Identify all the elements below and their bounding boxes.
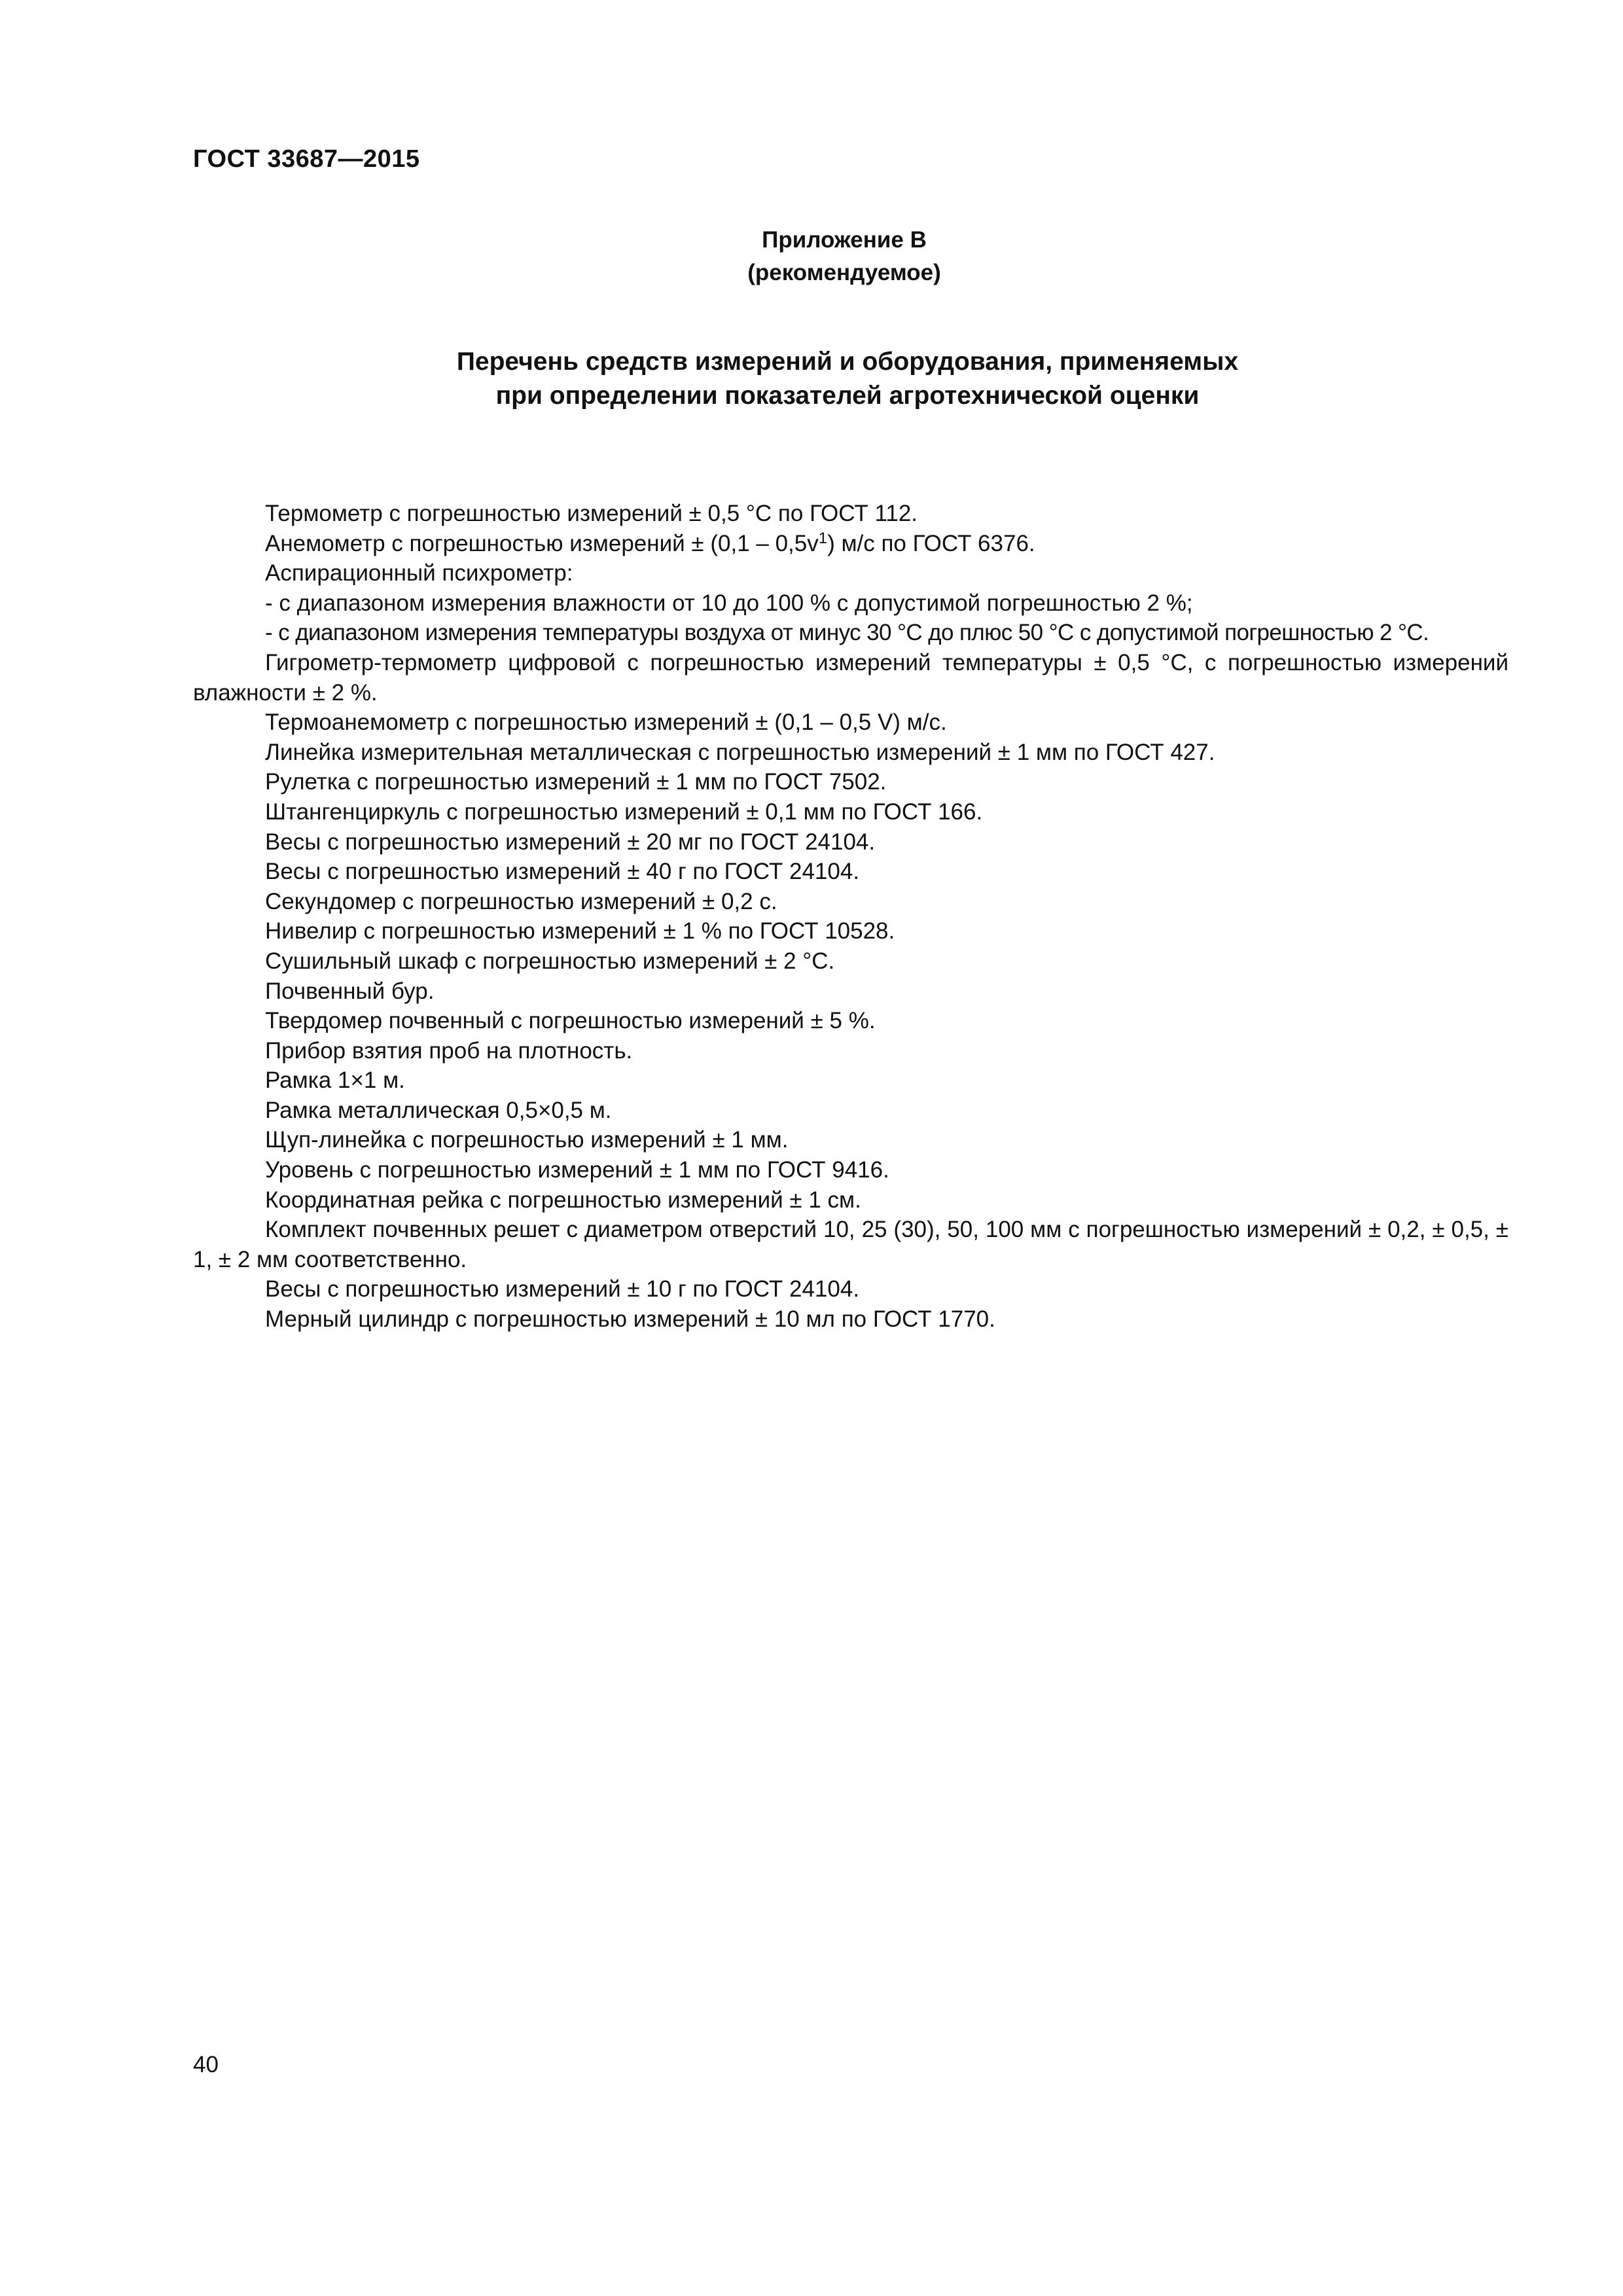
heading-line-1: Перечень средств измерений и оборудования, применяемых [456,348,1239,376]
list-item: Почвенный бур. [265,978,435,1004]
list-item: - с диапазоном измерения влажности от 10 до 100 % с допустимой погрешностью 2 %; [265,590,1193,616]
list-item-text: Анемометр с погрешностью измерений ± (0,1 – 0,5v [265,530,819,556]
list-item: Твердомер почвенный с погрешностью измерений ± 5 %. [265,1008,876,1034]
list-item: Мерный цилиндр с погрешностью измерений ± 10 мл по ГОСТ 1770. [265,1306,995,1333]
list-item: Нивелир с погрешностью измерений ± 1 % по ГОСТ 10528. [265,918,895,944]
list-item: Рамка металлическая 0,5×0,5 м. [265,1097,612,1123]
list-item: Весы с погрешностью измерений ± 10 г по ГОСТ 24104. [265,1276,860,1302]
list-item: Прибор взятия проб на плотность. [265,1037,633,1064]
list-item: Комплект почвенных решет с диаметром отверстий 10, 25 (30), 50, 100 мм с погрешностью измерений ± 0,2, ± 0,5, ± 1, ± 2 мм соответственно. [193,1217,1508,1272]
list-item: Линейка измерительная металлическая с погрешностью измерений ± 1 мм по ГОСТ 427. [265,739,1215,765]
superscript: 1 [818,529,828,547]
appendix-label: Приложение В [762,227,927,253]
list-item-text: ) м/с по ГОСТ 6376. [827,530,1035,556]
list-item [193,529,1508,559]
list-item: Весы с погрешностью измерений ± 40 г по ГОСТ 24104. [265,859,860,885]
equipment-list [193,499,1508,1335]
list-item: Сушильный шкаф с погрешностью измерений ± 2 °С. [265,948,835,974]
list-item: Гигрометр-термометр цифровой с погрешностью измерений температуры ± 0,5 °С, с погрешностью измерений влажности ± 2 %. [193,649,1508,706]
heading-line-2: при определении показателей агротехнической оценки [495,382,1200,410]
list-item: Термометр с погрешностью измерений ± 0,5 °С по ГОСТ 112. [265,501,918,526]
list-item: Рамка 1×1 м. [265,1067,405,1094]
list-item: Аспирационный психрометр: [265,560,573,586]
list-item: Весы с погрешностью измерений ± 20 мг по ГОСТ 24104. [265,829,876,855]
page-number: 40 [193,2052,219,2077]
document-standard-id: ГОСТ 33687—2015 [193,145,420,173]
appendix-label-block [0,224,1623,289]
list-item: Штангенциркуль с погрешностью измерений ± 0,1 мм по ГОСТ 166. [265,798,983,825]
document-heading [0,345,1623,413]
list-item: Щуп-линейка с погрешностью измерений ± 1 мм. [265,1127,789,1153]
list-item: Уровень с погрешностью измерений ± 1 мм по ГОСТ 9416. [265,1157,889,1183]
list-item: Рулетка с погрешностью измерений ± 1 мм по ГОСТ 7502. [265,769,887,795]
list-item: Термоанемометр с погрешностью измерений ± (0,1 – 0,5 V) м/с. [265,709,947,736]
list-item: Секундомер с погрешностью измерений ± 0,2 с. [265,888,777,914]
list-item: - с диапазоном измерения температуры воздуха от минус 30 °С до плюс 50 °С с допустимой погрешностью 2 °С. [265,620,1429,646]
appendix-status: (рекомендуемое) [747,260,941,285]
list-item: Координатная рейка с погрешностью измерений ± 1 см. [265,1187,861,1213]
